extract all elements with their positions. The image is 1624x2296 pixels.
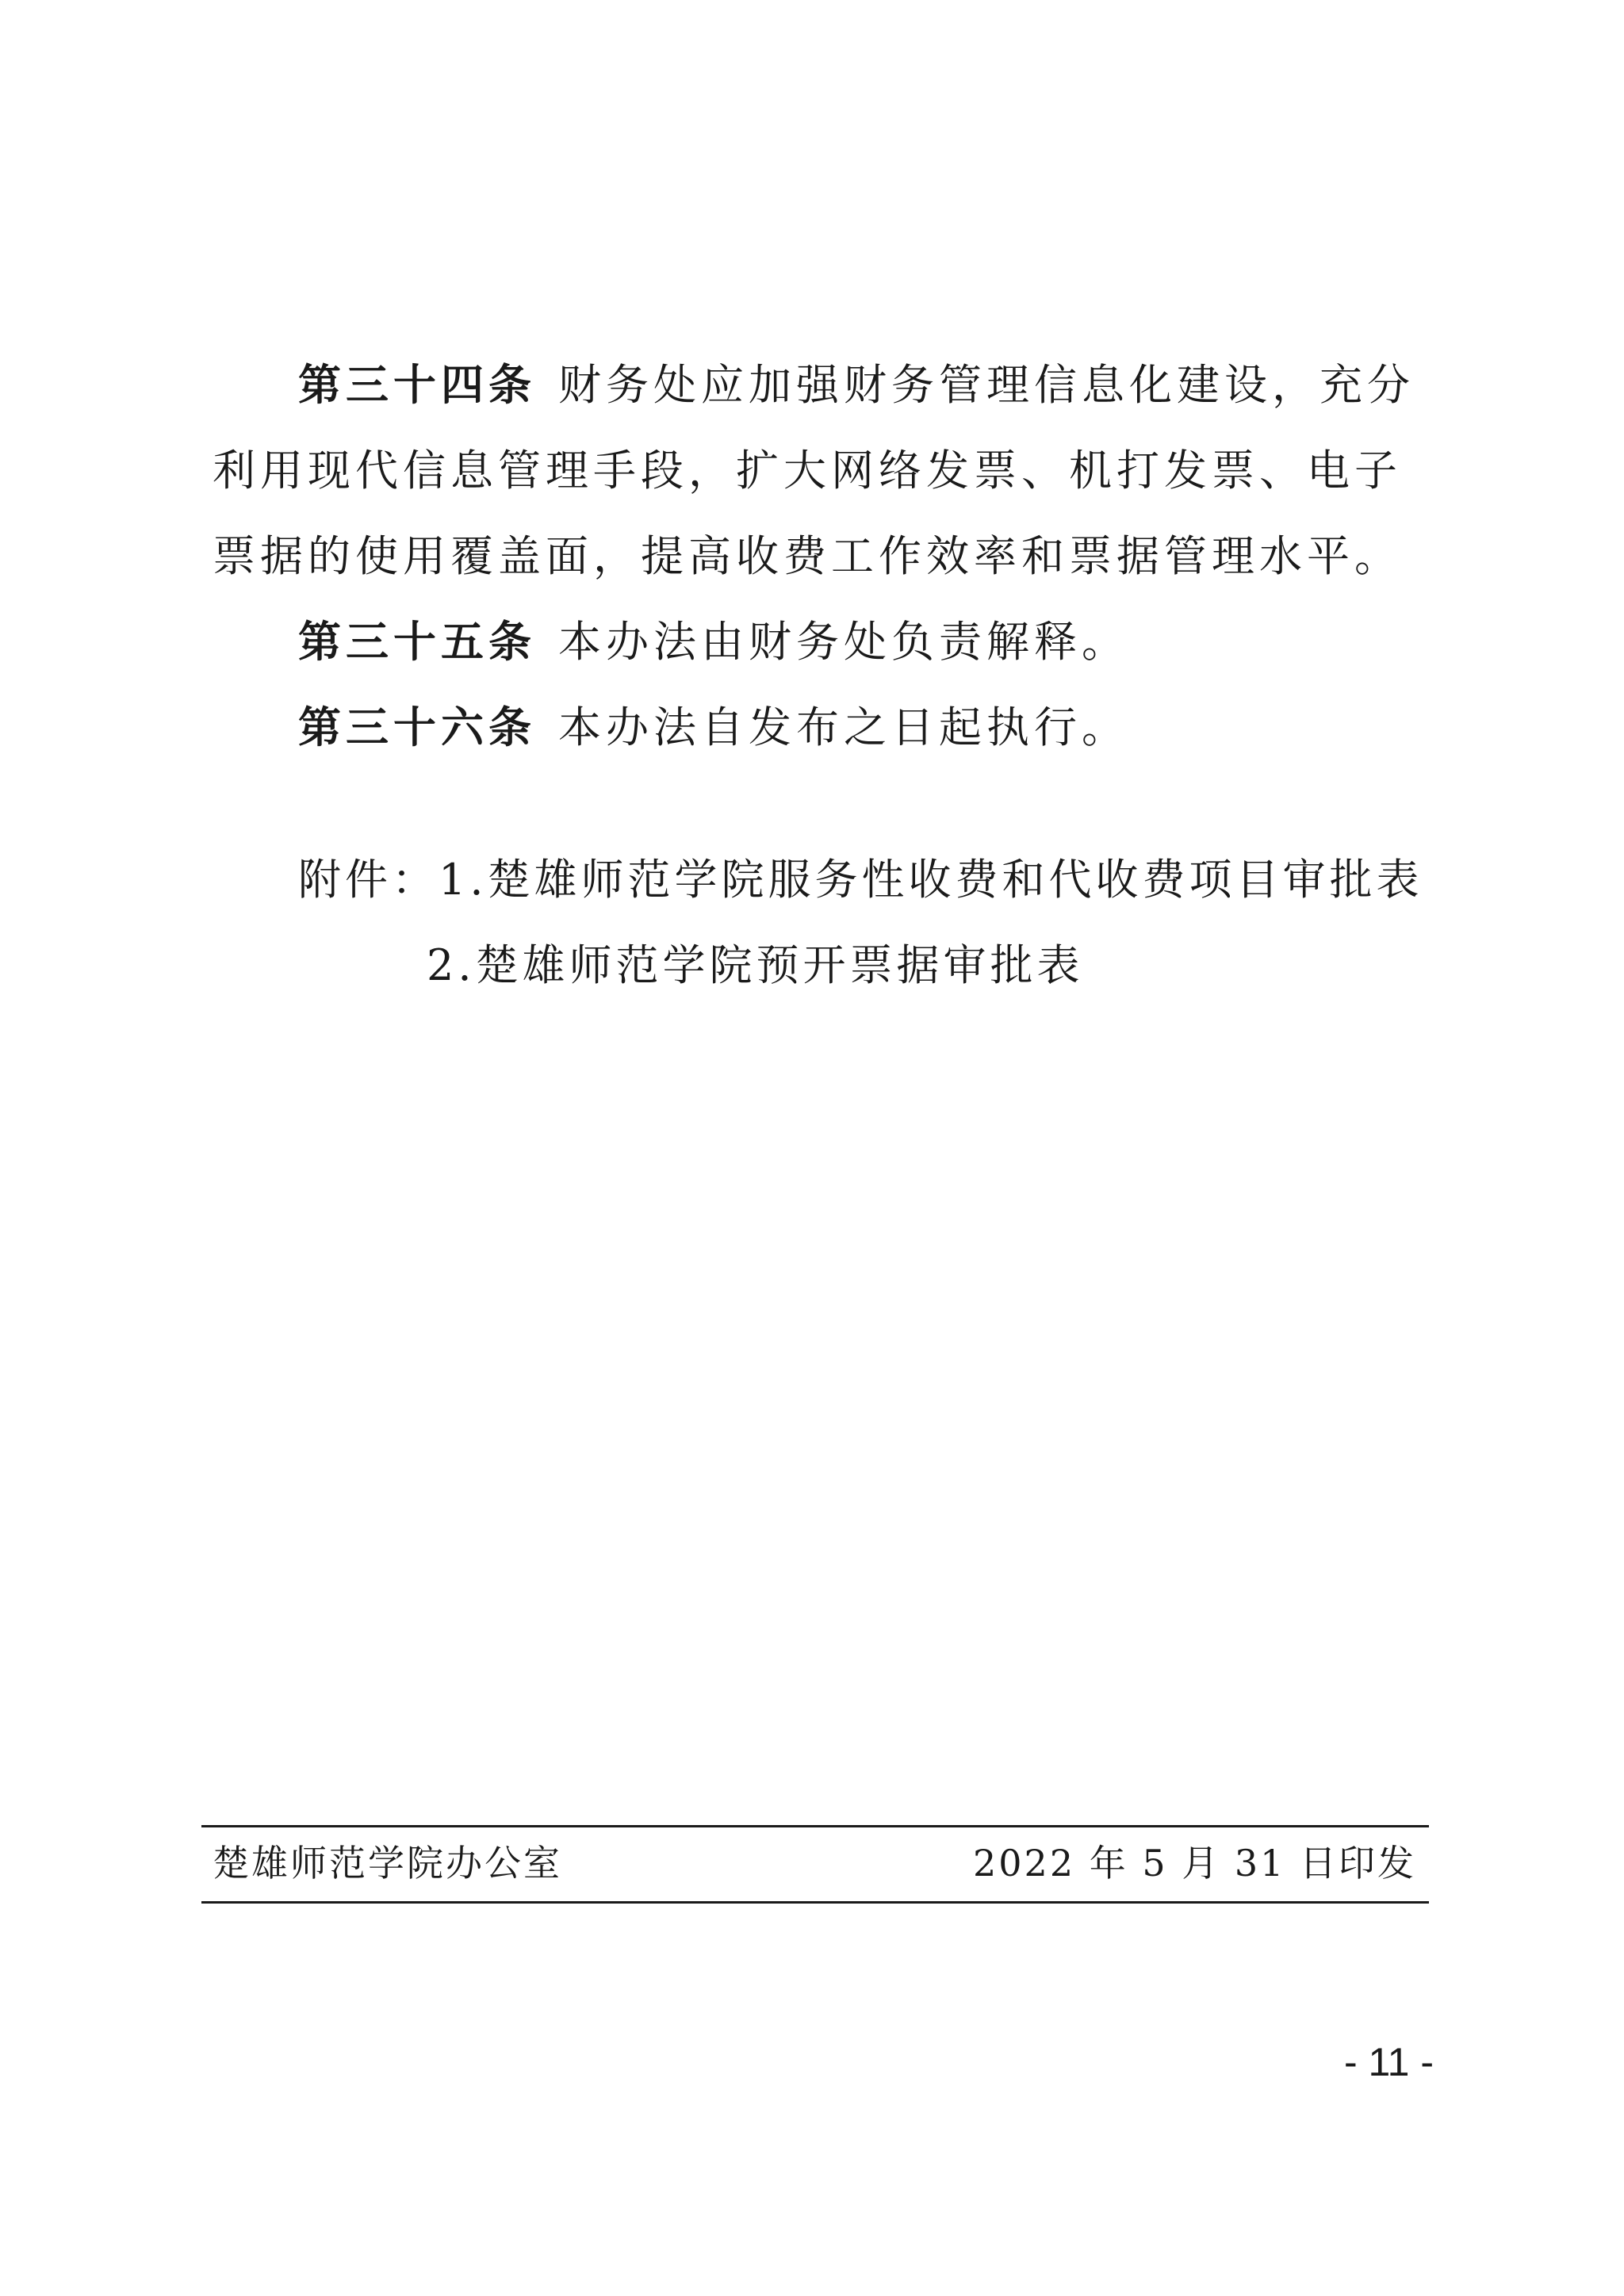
article-34-indent — [213, 360, 298, 410]
attachment-item-2 — [427, 923, 1084, 1008]
article-36 — [213, 685, 1434, 771]
article-35-label: 第三十五条 — [298, 617, 536, 667]
article-36-label: 第三十六条 — [298, 702, 536, 752]
article-34-text: 财务处应加强财务管理信息化建设，充分利用现代信息管理手段，扩大网络发票、机打发票、电子票据的使用覆盖面，提高收费工作效率和票据管理水平。 — [213, 360, 1415, 581]
article-35-text: 本办法由财务处负责解释。 — [558, 617, 1129, 667]
article-34-label: 第三十四条 — [298, 360, 536, 410]
article-36-text: 本办法自发布之日起执行。 — [558, 702, 1129, 752]
footer-rule-bottom — [201, 1901, 1429, 1904]
footer-date: 2022 年 5 月 31 日印发 — [973, 1842, 1416, 1885]
footer-issuer: 楚雄师范学院办公室 — [213, 1842, 562, 1885]
footer-rule-top — [201, 1825, 1429, 1827]
page-number: - 11 - — [1344, 2040, 1434, 2084]
attachment-item-2-text: 2.楚雄师范学院预开票据审批表 — [427, 940, 1084, 990]
attachment-prefix: 附件： — [298, 855, 439, 905]
attachment-item-1-text: 1.楚雄师范学院服务性收费和代收费项目审批表 — [439, 855, 1423, 905]
article-35 — [213, 599, 1434, 685]
attachment-item-1 — [298, 837, 1423, 923]
article-36-indent — [213, 702, 298, 752]
article-34 — [213, 342, 1434, 599]
article-35-indent — [213, 617, 298, 667]
